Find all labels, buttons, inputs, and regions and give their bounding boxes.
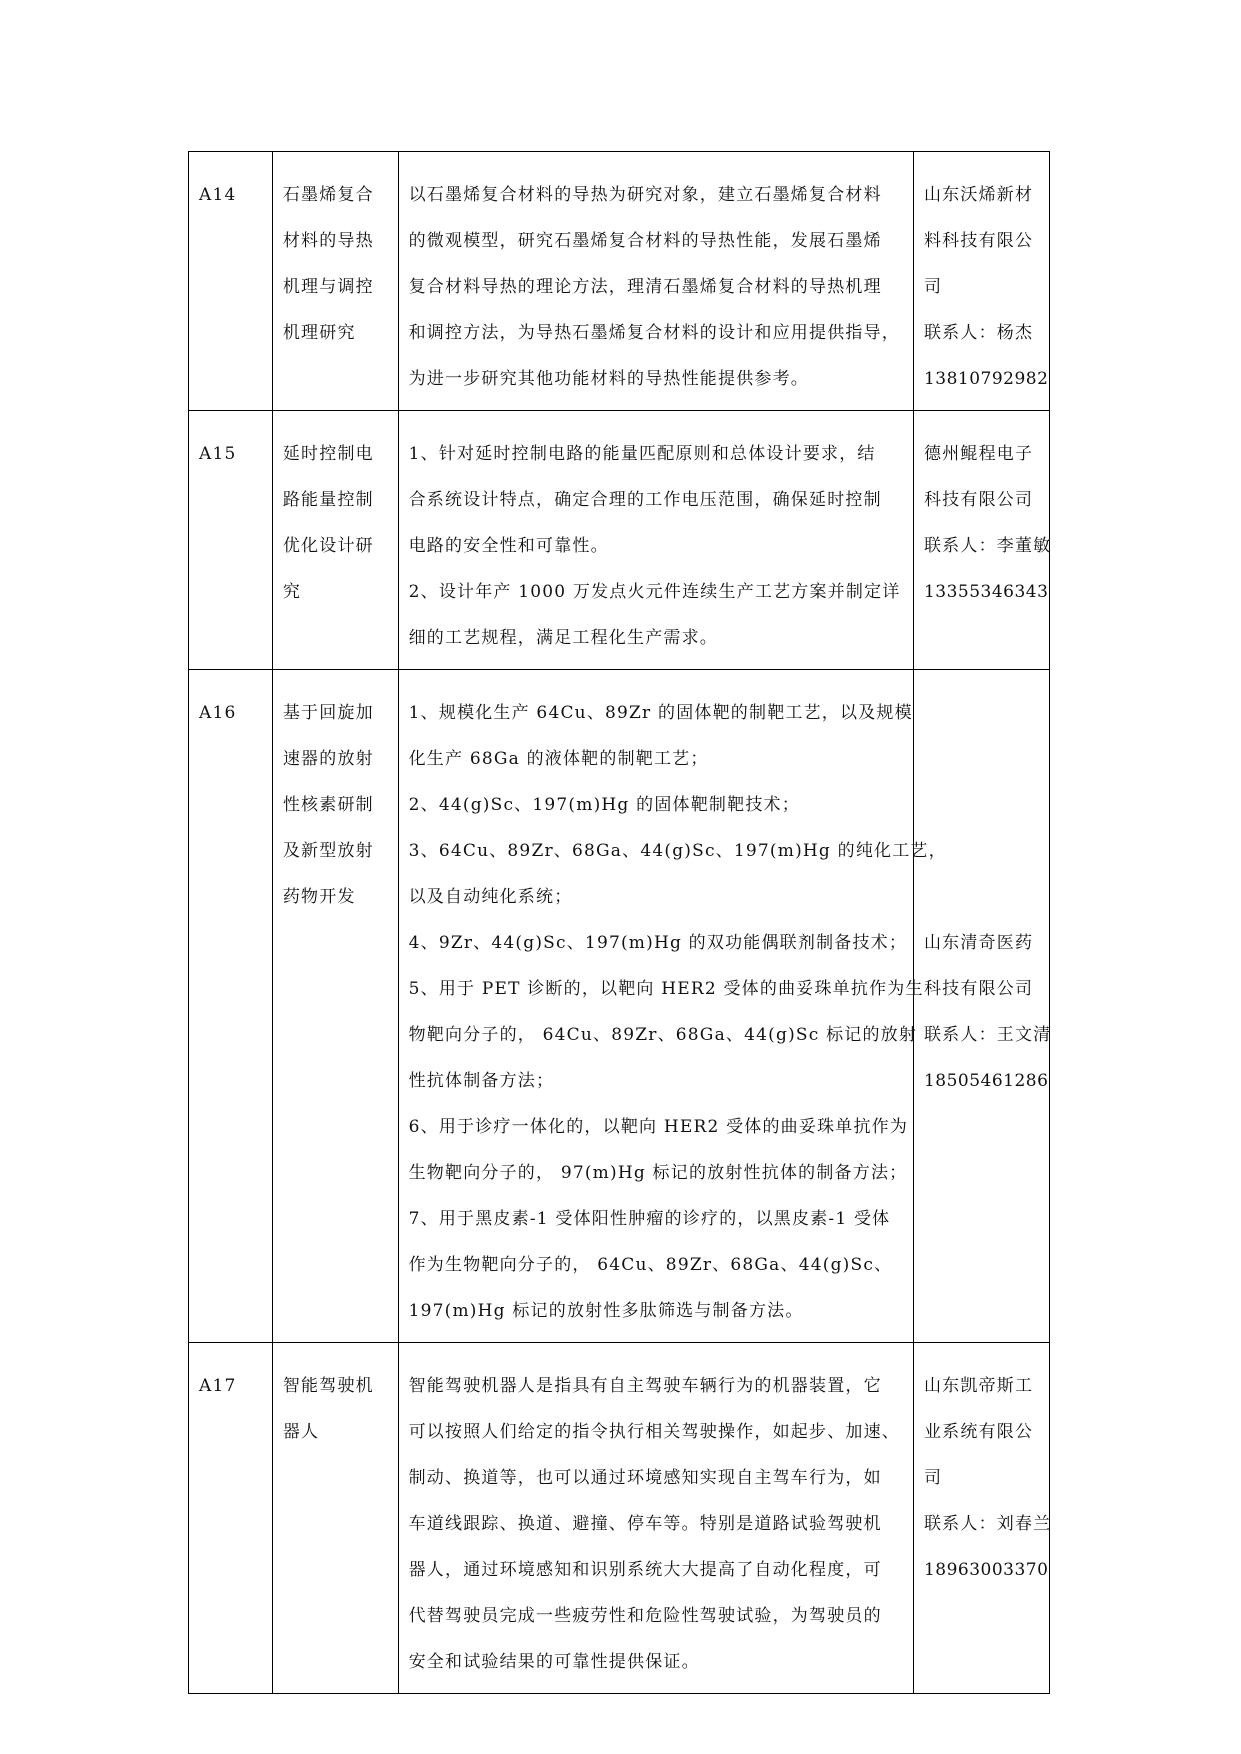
project-title xyxy=(272,670,398,1343)
contact-phone: 13355346343 xyxy=(923,582,1049,602)
company-line: 料科技有限公 xyxy=(923,231,1034,251)
desc-line: 制动、换道等，也可以通过环境感知实现自主驾车行为，如 xyxy=(408,1468,882,1488)
desc-line: 197(m)Hg 标记的放射性多肽筛选与制备方法。 xyxy=(408,1301,804,1321)
project-id: A14 xyxy=(189,152,273,411)
desc-line: 2、44(g)Sc、197(m)Hg 的固体靶制靶技术； xyxy=(408,795,800,815)
company-line: 山东沃烯新材 xyxy=(923,185,1034,205)
desc-line: 代替驾驶员完成一些疲劳性和危险性驾驶试验，为驾驶员的 xyxy=(408,1606,882,1626)
project-contact xyxy=(913,411,1052,670)
desc-line: 智能驾驶机器人是指具有自主驾驶车辆行为的机器装置，它 xyxy=(408,1376,882,1396)
title-line: 及新型放射 xyxy=(282,841,374,861)
project-title xyxy=(272,152,398,411)
project-title xyxy=(272,1343,398,1694)
title-line: 延时控制电 xyxy=(282,444,374,464)
company-line: 司 xyxy=(923,277,943,297)
desc-line: 4、9Zr、44(g)Sc、197(m)Hg 的双功能偶联剂制备技术； xyxy=(408,933,908,953)
desc-line: 5、用于 PET 诊断的，以靶向 HER2 受体的曲妥珠单抗作为生 xyxy=(408,979,924,999)
desc-line: 生物靶向分子的， 97(m)Hg 标记的放射性抗体的制备方法； xyxy=(408,1163,908,1183)
company-line: 德州鲲程电子 xyxy=(923,444,1034,464)
project-contact xyxy=(913,152,1049,411)
company-line: 科技有限公司 xyxy=(923,979,1034,999)
contact-person: 联系人：李董敏 xyxy=(923,536,1052,556)
project-description xyxy=(398,1343,913,1694)
title-line: 材料的导热 xyxy=(282,231,374,251)
desc-line: 6、用于诊疗一体化的，以靶向 HER2 受体的曲妥珠单抗作为 xyxy=(408,1117,909,1137)
title-line: 器人 xyxy=(282,1422,320,1442)
contact-phone: 18505461286 xyxy=(923,1071,1049,1091)
title-line: 速器的放射 xyxy=(282,749,374,769)
desc-line: 7、用于黑皮素-1 受体阳性肿瘤的诊疗的，以黑皮素-1 受体 xyxy=(408,1209,891,1229)
contact-person: 联系人：刘春兰 xyxy=(923,1514,1052,1534)
desc-line: 为进一步研究其他功能材料的导热性能提供参考。 xyxy=(408,369,810,389)
desc-line: 合系统设计特点，确定合理的工作电压范围，确保延时控制 xyxy=(408,490,882,510)
contact-person: 联系人：王文清 xyxy=(923,1025,1052,1045)
desc-line: 和调控方法，为导热石墨烯复合材料的设计和应用提供指导， xyxy=(408,323,901,343)
company-line: 司 xyxy=(923,1468,943,1488)
company-line: 山东清奇医药 xyxy=(923,933,1034,953)
title-line: 石墨烯复合 xyxy=(282,185,374,205)
desc-line: 物靶向分子的， 64Cu、89Zr、68Ga、44(g)Sc 标记的放射 xyxy=(408,1025,918,1045)
desc-line: 细的工艺规程，满足工程化生产需求。 xyxy=(408,628,719,648)
desc-line: 性抗体制备方法； xyxy=(408,1071,555,1091)
title-line: 性核素研制 xyxy=(282,795,374,815)
desc-line: 复合材料导热的理论方法，理清石墨烯复合材料的导热机理 xyxy=(408,277,882,297)
desc-line: 1、针对延时控制电路的能量匹配原则和总体设计要求，结 xyxy=(408,444,876,464)
table-row xyxy=(189,152,1050,411)
title-line: 基于回旋加 xyxy=(282,703,374,723)
desc-line: 1、规模化生产 64Cu、89Zr 的固体靶的制靶工艺，以及规模 xyxy=(408,703,913,723)
desc-line: 的微观模型，研究石墨烯复合材料的导热性能，发展石墨烯 xyxy=(408,231,882,251)
title-line: 机理研究 xyxy=(282,323,356,343)
title-line: 智能驾驶机 xyxy=(282,1376,374,1396)
project-id: A16 xyxy=(189,670,273,1343)
desc-line: 以石墨烯复合材料的导热为研究对象，建立石墨烯复合材料 xyxy=(408,185,882,205)
project-description xyxy=(398,411,913,670)
desc-line: 作为生物靶向分子的， 64Cu、89Zr、68Ga、44(g)Sc、 xyxy=(408,1255,893,1275)
project-contact xyxy=(913,1343,1052,1694)
company-line: 山东凯帝斯工 xyxy=(923,1376,1034,1396)
title-line: 究 xyxy=(282,582,302,602)
desc-line: 器人，通过环境感知和识别系统大大提高了自动化程度，可 xyxy=(408,1560,882,1580)
desc-line: 3、64Cu、89Zr、68Ga、44(g)Sc、197(m)Hg 的纯化工艺， xyxy=(408,841,947,861)
contact-phone: 18963003370 xyxy=(923,1560,1049,1580)
project-contact xyxy=(913,670,1052,1343)
project-title xyxy=(272,411,398,670)
project-id: A17 xyxy=(189,1343,273,1694)
table-row xyxy=(189,670,1050,1343)
contact-phone: 13810792982 xyxy=(923,369,1049,389)
desc-line: 安全和试验结果的可靠性提供保证。 xyxy=(408,1652,700,1672)
project-description xyxy=(398,152,913,411)
title-line: 机理与调控 xyxy=(282,277,374,297)
desc-line: 化生产 68Ga 的液体靶的制靶工艺； xyxy=(408,749,709,769)
title-line: 优化设计研 xyxy=(282,536,374,556)
contact-person: 联系人：杨杰 xyxy=(923,323,1034,343)
company-line: 业系统有限公 xyxy=(923,1422,1034,1442)
title-line: 药物开发 xyxy=(282,887,356,907)
project-table xyxy=(188,151,1050,1694)
desc-line: 2、设计年产 1000 万发点火元件连续生产工艺方案并制定详 xyxy=(408,582,901,602)
project-id: A15 xyxy=(189,411,273,670)
title-line: 路能量控制 xyxy=(282,490,374,510)
company-line: 科技有限公司 xyxy=(923,490,1034,510)
desc-line: 车道线跟踪、换道、避撞、停车等。特别是道路试验驾驶机 xyxy=(408,1514,882,1534)
table-row xyxy=(189,1343,1050,1694)
project-description xyxy=(398,670,947,1343)
desc-line: 以及自动纯化系统； xyxy=(408,887,573,907)
table-row xyxy=(189,411,1050,670)
desc-line: 电路的安全性和可靠性。 xyxy=(408,536,609,556)
desc-line: 可以按照人们给定的指令执行相关驾驶操作，如起步、加速、 xyxy=(408,1422,901,1442)
